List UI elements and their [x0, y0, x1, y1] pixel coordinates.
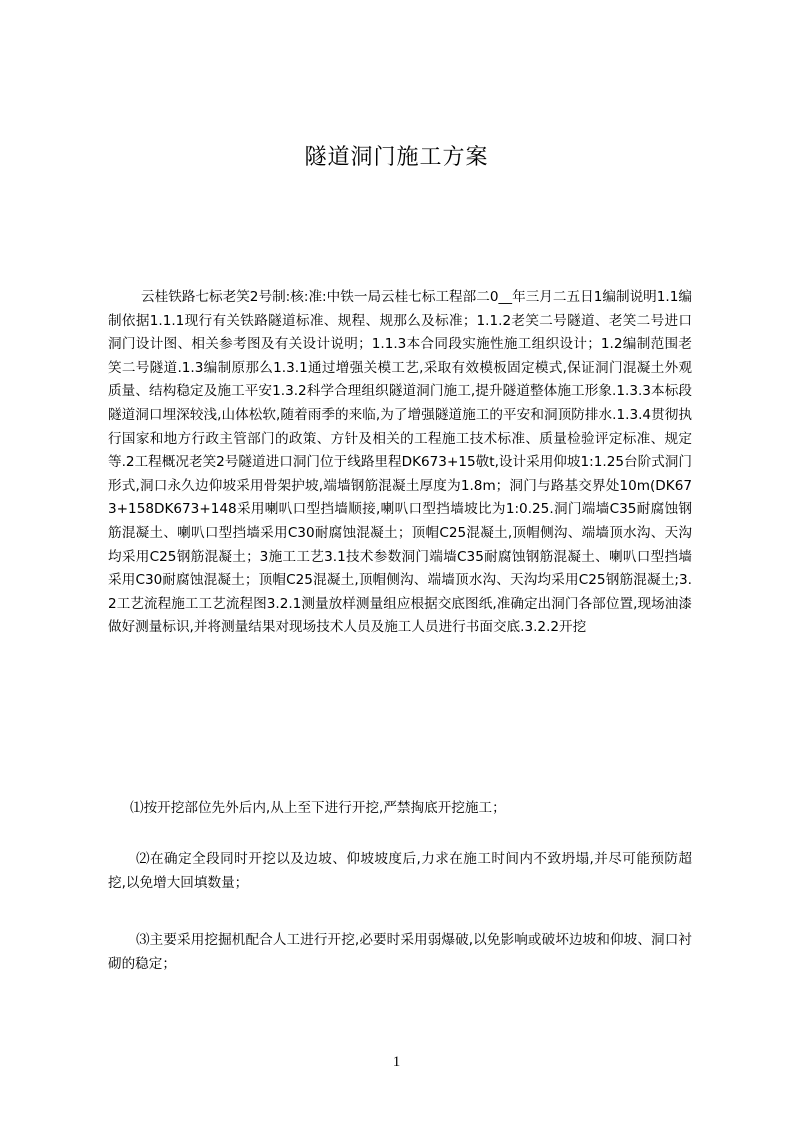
list-item-slope-stability: ⑵在确定全段同时开挖以及边坡、仰坡坡度后,力求在施工时间内不致坍塌,并尽可能预防超挖,以免增大回填数量； [108, 851, 692, 891]
document-title: 隧道洞门施工方案 [304, 145, 489, 170]
body-paragraph-main: 云桂铁路七标老笑2号制:核:准:中铁一局云桂七标工程部二0__年三月二五日1编制说明1.1编制依据1.1.1现行有关铁路隧道标准、规程、规那么及标准；1.1.2老笑二号隧道、老笑二号进口洞门设计图、相关参考图及有关设计说明；1.1.3本合同段实施性施工组织设计；1.2编制范围老笑二号隧道.1.3编制原那么1.3.1通过增强关模工艺,采取有效模板固定模式,保证洞门混凝土外观质量、结构稳定及施工平安1.3.2科学合理组织隧道洞门施工,提升隧道整体施工形象.1.3.3本标段隧道洞口埋深较浅,山体松软,随着雨季的来临,为了增强隧道施工的平安和洞顶防排水.1.3.4贯彻执行国家和地方行政主管部门的政策、方针及相关的工程施工技术标准、质量检验评定标准、规定等.2工程概况老笑2号隧道进口洞门位于线路里程DK673+15敬t,设计采用仰坡1:1.25台阶式洞门形式,洞口永久边仰坡采用骨架护坡,端墙钢筋混凝土厚度为1.8m；洞门与路基交界处10m(DK673+158DK673+148采用喇叭口型挡墙顺接,喇叭口型挡墙坡比为1:0.25.洞门端墙C35耐腐蚀钢筋混凝土、喇叭口型挡墙采用C30耐腐蚀混凝土；顶帽C25混凝土,顶帽侧沟、端墙顶水沟、天沟均采用C25钢筋混凝土；3施工工艺3.1技术参数洞门端墙C35耐腐蚀钢筋混凝土、喇叭口型挡墙采用C30耐腐蚀混凝土；顶帽C25混凝土,顶帽侧沟、端墙顶水沟、天沟均采用C25钢筋混凝土;3.2工艺流程施工工艺流程图3.2.1测量放样测量组应根据交底图纸,准确定出洞门各部位置,现场油漆做好测量标识,并将测量结果对现场技术人员及施工人员进行书面交底.3.2.2开挖 [108, 289, 692, 636]
page-number: 1 [392, 1054, 401, 1070]
list-item-excavation-method: ⑶主要采用挖掘机配合人工进行开挖,必要时采用弱爆破,以免影响或破坏边坡和仰坡、洞口衬砌的稳定； [108, 932, 692, 972]
list-item-excavation-order: ⑴按开挖部位先外后内,从上至下进行开挖,严禁掏底开挖施工； [130, 800, 506, 816]
